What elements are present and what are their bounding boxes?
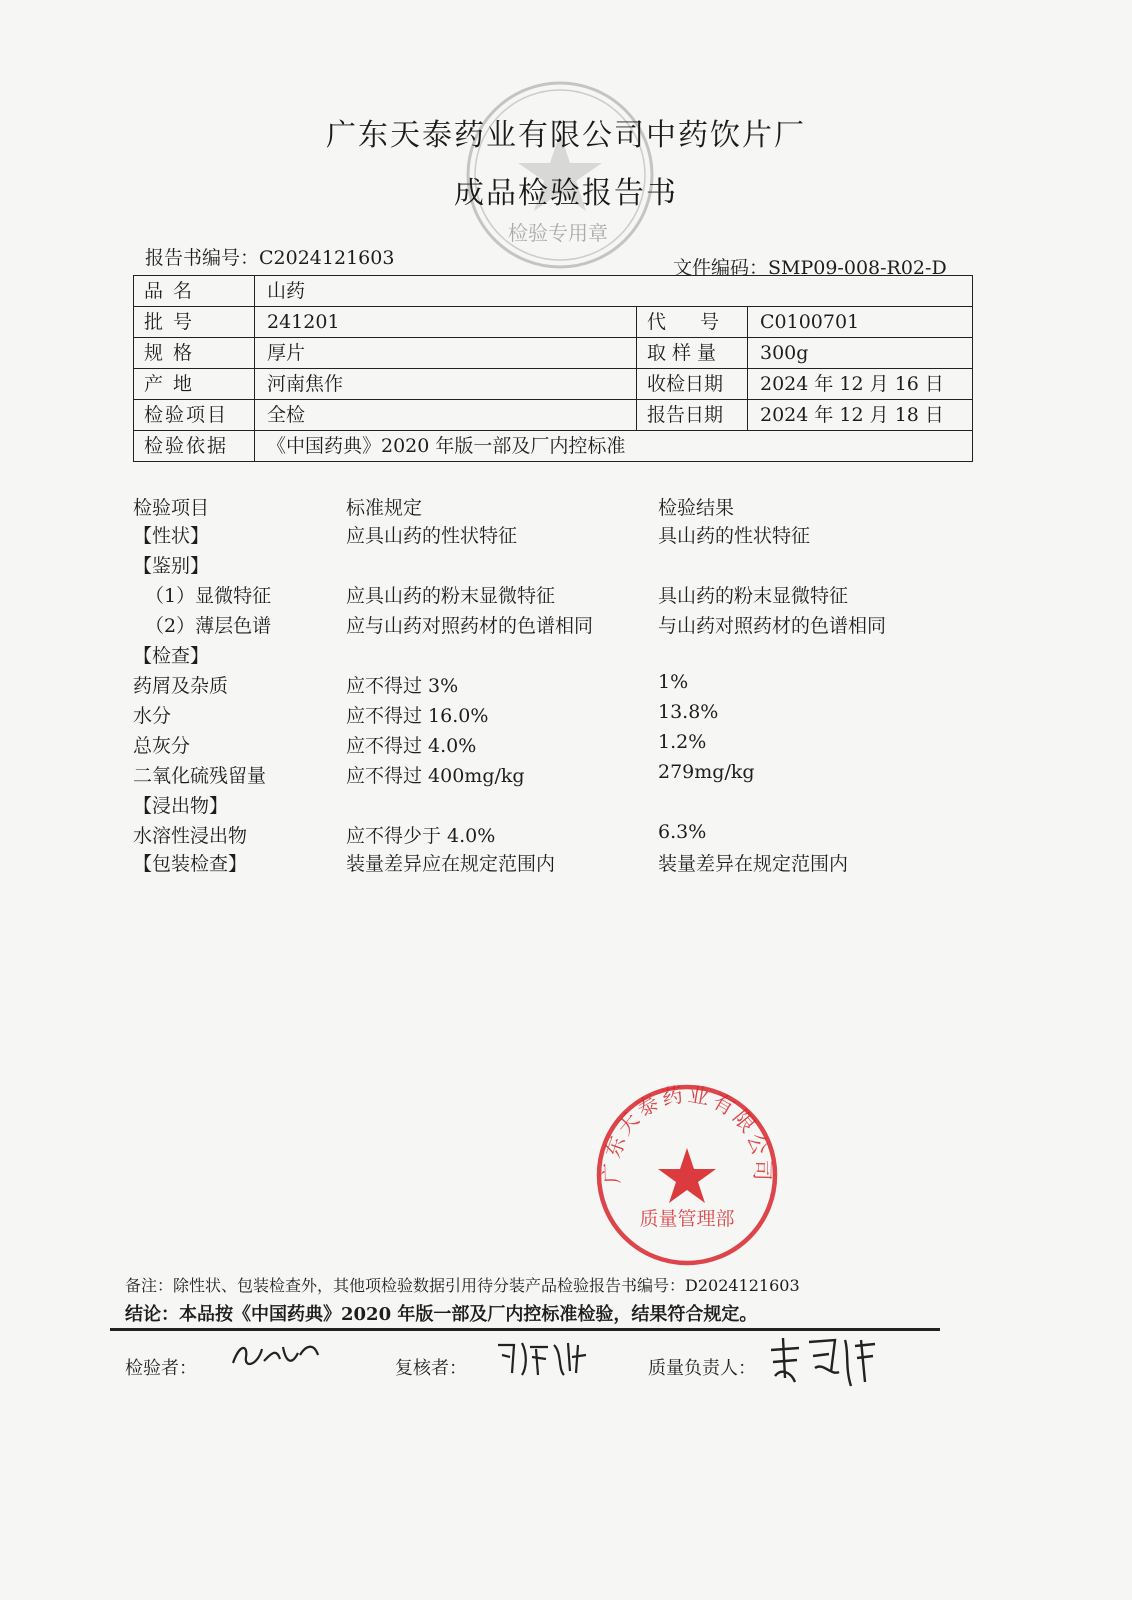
row-standard: 应不得过 3% [346, 675, 459, 697]
report-number: 报告书编号：C2024121603 [145, 247, 395, 269]
row-result: 与山药对照药材的色谱相同 [658, 615, 887, 637]
origin-label: 产 地 [134, 369, 255, 399]
spec-value: 厚片 [267, 342, 306, 364]
row-result: 279mg/kg [658, 761, 755, 783]
row-standard: 应不得过 400mg/kg [346, 765, 525, 787]
row-item: 【性状】 [133, 525, 210, 547]
row-result: 13.8% [658, 701, 719, 723]
batch-label: 批 号 [134, 307, 255, 337]
inspector-signature [228, 1335, 323, 1375]
row-standard: 装量差异应在规定范围内 [346, 853, 556, 875]
info-row-basis [134, 430, 972, 461]
results-header [133, 493, 953, 521]
table-row [133, 521, 953, 549]
row-item: 水溶性浸出物 [133, 825, 248, 847]
row-item: 【浸出物】 [133, 795, 229, 817]
row-item: （1）显微特征 [145, 585, 272, 607]
info-row-name [134, 276, 972, 306]
row-item: 【鉴别】 [133, 555, 210, 577]
row-standard: 应不得少于 4.0% [346, 825, 496, 847]
row-standard: 应具山药的粉末显微特征 [346, 585, 556, 607]
row-standard: 应与山药对照药材的色谱相同 [346, 615, 594, 637]
name-label: 品 名 [134, 276, 255, 306]
document-title: 成品检验报告书 [454, 176, 678, 211]
row-item: 总灰分 [133, 735, 191, 757]
table-row [133, 701, 953, 729]
row-item: 【检查】 [133, 645, 210, 667]
row-result: 1.2% [658, 731, 707, 753]
table-row [133, 671, 953, 699]
row-result: 具山药的粉末显微特征 [658, 585, 849, 607]
header-result: 检验结果 [658, 497, 735, 519]
company-title: 广东天泰药业有限公司中药饮片厂 [326, 118, 806, 153]
table-row [133, 791, 953, 819]
table-row [133, 849, 953, 877]
reviewer-label: 复核者： [395, 1358, 467, 1379]
file-code: 文件编码：SMP09-008-R02-D [673, 257, 947, 279]
receive-date-value: 2024 年 12 月 16 日 [760, 373, 944, 395]
spec-label: 规 格 [134, 338, 255, 368]
divider-line [110, 1328, 940, 1331]
table-row [133, 641, 953, 669]
sample-value: 300g [760, 342, 809, 364]
origin-value: 河南焦作 [267, 373, 344, 395]
table-row [133, 821, 953, 849]
test-item-label: 检验项目 [134, 400, 255, 430]
row-result: 装量差异在规定范围内 [658, 853, 849, 875]
row-item: 水分 [133, 705, 172, 727]
conclusion-text: 结论：本品按《中国药典》2020 年版一部及厂内控标准检验，结果符合规定。 [125, 1304, 758, 1325]
table-row [133, 761, 953, 789]
top-seal-label: 检验专用章 [508, 221, 608, 245]
code-value: C0100701 [760, 311, 860, 333]
row-item: （2）薄层色谱 [145, 615, 272, 637]
code-label: 代 号 [636, 307, 748, 337]
info-row-batch [134, 306, 972, 337]
info-row-item [134, 399, 972, 430]
table-row [133, 551, 953, 579]
header-item: 检验项目 [133, 497, 210, 519]
product-info-table [133, 275, 973, 462]
basis-value: 《中国药典》2020 年版一部及厂内控标准 [267, 435, 626, 457]
report-date-label: 报告日期 [636, 400, 748, 430]
row-result: 具山药的性状特征 [658, 525, 811, 547]
table-row [133, 611, 953, 639]
row-item: 二氧化硫残留量 [133, 765, 267, 787]
info-row-spec [134, 337, 972, 368]
receive-date-label: 收检日期 [636, 369, 748, 399]
row-standard: 应不得过 4.0% [346, 735, 477, 757]
row-standard: 应具山药的性状特征 [346, 525, 518, 547]
name-value: 山药 [267, 280, 306, 302]
basis-label: 检验依据 [134, 431, 255, 461]
row-standard: 应不得过 16.0% [346, 705, 489, 727]
table-row [133, 581, 953, 609]
row-item: 药屑及杂质 [133, 675, 229, 697]
qa-manager-signature [765, 1332, 880, 1392]
row-item: 【包装检查】 [133, 853, 248, 875]
inspector-label: 检验者： [125, 1358, 197, 1379]
quality-department-seal [592, 1080, 782, 1270]
sample-label: 取样量 [636, 338, 748, 368]
seal-center-text: 质量管理部 [639, 1208, 735, 1230]
remark-text: 备注：除性状、包装检查外，其他项检验数据引用待分装产品检验报告书编号：D2024121603 [125, 1276, 800, 1295]
seal-ring-text: 广东天泰药业有限公司 [599, 1082, 775, 1184]
row-result: 1% [658, 671, 689, 693]
batch-value: 241201 [267, 311, 340, 333]
header-standard: 标准规定 [346, 497, 423, 519]
table-row [133, 731, 953, 759]
info-row-origin [134, 368, 972, 399]
qa-manager-label: 质量负责人： [648, 1358, 756, 1379]
row-result: 6.3% [658, 821, 707, 843]
report-date-value: 2024 年 12 月 18 日 [760, 404, 944, 426]
reviewer-signature [492, 1335, 592, 1380]
test-item-value: 全检 [267, 404, 306, 426]
